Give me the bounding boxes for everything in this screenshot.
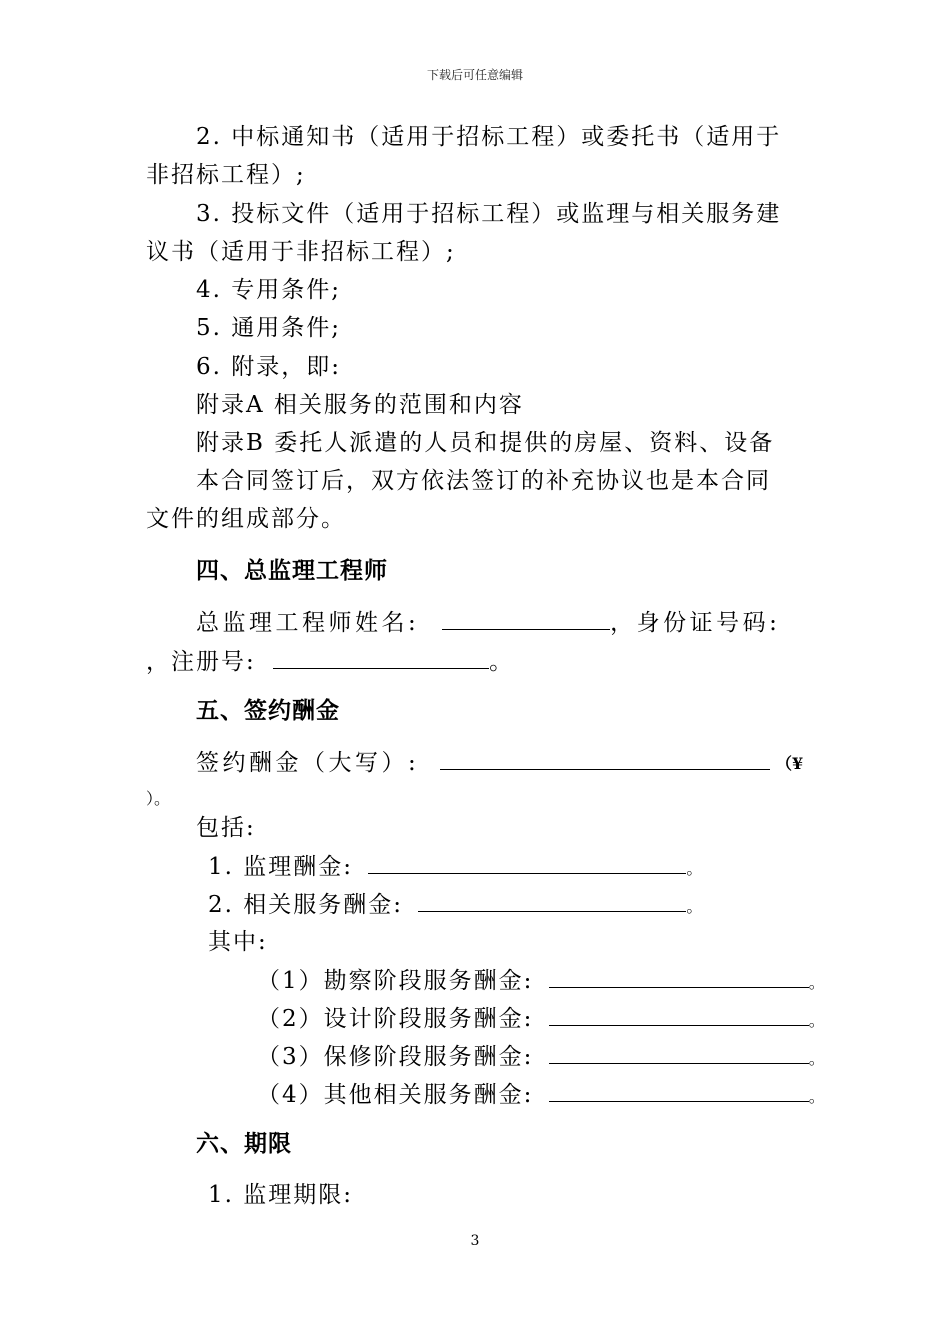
- field-label: ，身份证号码:: [610, 610, 781, 636]
- text-line: 附录A 相关服务的范围和内容: [196, 392, 524, 418]
- punctuation: 。: [686, 859, 705, 878]
- field-label: 签约酬金（大写）:: [196, 750, 420, 776]
- field-label: （1）勘察阶段服务酬金:: [257, 968, 534, 994]
- section-heading: 五、签约酬金: [196, 697, 340, 724]
- text-line: 5. 通用条件;: [196, 315, 342, 341]
- form-line: [208, 889, 704, 922]
- form-line: [257, 1041, 827, 1074]
- section-heading: 四、总监理工程师: [196, 557, 388, 584]
- field-label: 1. 监理酬金:: [208, 854, 354, 880]
- text-line: 包括:: [196, 815, 256, 841]
- blank-field[interactable]: [418, 889, 686, 912]
- text-line: 1. 监理期限:: [208, 1182, 354, 1208]
- text-line: 6. 附录，即:: [196, 354, 342, 380]
- blank-field[interactable]: [549, 1041, 809, 1064]
- text-line: 非招标工程）;: [146, 162, 306, 188]
- punctuation: 。: [808, 1049, 827, 1068]
- text-line: 2. 中标通知书（适用于招标工程）或委托书（适用于: [196, 124, 782, 150]
- text-line: 4. 专用条件;: [196, 277, 342, 303]
- field-label: ，注册号:: [146, 649, 256, 675]
- punctuation: 。: [489, 649, 515, 675]
- blank-field[interactable]: [368, 851, 686, 874]
- blank-field[interactable]: [549, 965, 809, 988]
- form-line: [257, 1079, 827, 1112]
- form-line: [146, 646, 514, 677]
- text-line: 文件的组成部分。: [146, 506, 346, 532]
- blank-field[interactable]: [549, 1079, 809, 1102]
- field-label: 总监理工程师姓名:: [196, 610, 420, 636]
- blank-field[interactable]: [273, 646, 489, 669]
- punctuation: 。: [686, 897, 705, 916]
- text-line: 3. 投标文件（适用于招标工程）或监理与相关服务建: [196, 201, 782, 227]
- text-line: 附录B 委托人派遣的人员和提供的房屋、资料、设备: [196, 430, 775, 456]
- form-line: [196, 747, 770, 778]
- form-line: [257, 965, 827, 998]
- page-number: 3: [470, 1233, 480, 1249]
- form-line: [257, 1003, 827, 1036]
- field-label: （3）保修阶段服务酬金:: [257, 1044, 534, 1070]
- punctuation: ）。: [146, 789, 171, 808]
- field-label: 2. 相关服务酬金:: [208, 892, 404, 918]
- text-line: 其中:: [208, 929, 268, 955]
- punctuation: 。: [808, 1087, 827, 1106]
- punctuation: 。: [808, 1011, 827, 1030]
- page-header: 下载后可任意编辑: [426, 68, 523, 82]
- text-line: 本合同签订后，双方依法签订的补充协议也是本合同: [196, 468, 771, 494]
- section-heading: 六、期限: [196, 1130, 292, 1157]
- form-line: [208, 851, 704, 884]
- blank-field[interactable]: [549, 1003, 809, 1026]
- text-line: 议书（适用于非招标工程）;: [146, 239, 456, 265]
- field-label: （2）设计阶段服务酬金:: [257, 1006, 534, 1032]
- blank-field[interactable]: [442, 607, 610, 630]
- form-line: [196, 607, 780, 638]
- field-label: （4）其他相关服务酬金:: [257, 1082, 534, 1108]
- blank-field[interactable]: [440, 747, 770, 770]
- punctuation: 。: [808, 973, 827, 992]
- punctuation: （¥: [776, 754, 804, 773]
